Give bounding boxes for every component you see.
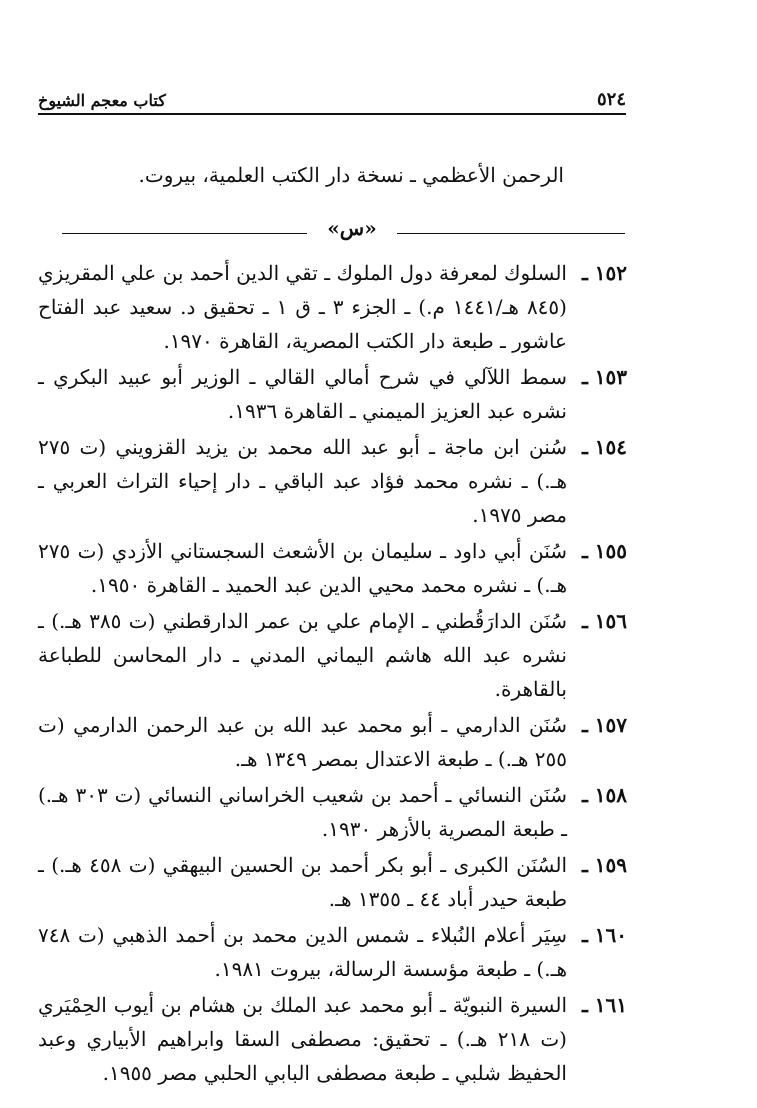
bibliography-entry	[38, 778, 627, 846]
entry-number: ١٦١ ـ	[581, 993, 627, 1017]
bibliography-entry	[38, 918, 627, 986]
entry-number: ١٥٩ ـ	[581, 853, 627, 877]
page-number: ٥٢٤	[596, 89, 626, 110]
section-rule-left	[62, 233, 307, 234]
entry-number: ١٥٧ ـ	[581, 713, 627, 737]
header-rule	[38, 113, 626, 115]
entry-number: ١٥٨ ـ	[581, 783, 627, 807]
entry-text: سمط اللآلي في شرح أمالي القالي ـ الوزير أبو عبيد البكري ـ نشره عبد العزيز الميمني ـ القاهرة ١٩٣٦.	[38, 365, 567, 423]
entry-text: سُنن ابن ماجة ـ أبو عبد الله محمد بن يزيد القزويني (ت ٢٧٥ هـ.) ـ نشره محمد فؤاد عبد الباقي ـ دار إحياء التراث العربي ـ مصر ١٩٧٥.	[38, 435, 567, 527]
continued-text: الرحمن الأعظمي ـ نسخة دار الكتب العلمية، بيروت.	[138, 163, 564, 187]
running-header	[38, 80, 626, 110]
bibliography-entry	[38, 604, 627, 706]
entry-number: ١٥٥ ـ	[581, 539, 627, 563]
bibliography-entry	[38, 988, 627, 1090]
entry-text: سُنَن أبي داود ـ سليمان بن الأشعث السجستاني الأزدي (ت ٢٧٥ هـ.) ـ نشره محمد محيي الدين عبد الحميد ـ القاهرة ١٩٥٠.	[38, 539, 568, 597]
bibliography-entry	[38, 430, 627, 532]
entry-text: السلوك لمعرفة دول الملوك ـ تقي الدين أحمد بن علي المقريزي (٨٤٥ هـ/١٤٤١ م.) ـ الجزء ٣ ـ ق ١ ـ تحقيق د. سعيد عبد الفتاح عاشور ـ طبعة دار الكتب المصرية، القاهرة ١٩٧٠.	[38, 261, 567, 353]
bibliography-entry	[38, 708, 627, 776]
entry-number: ١٥٢ ـ	[581, 261, 627, 285]
entry-number: ١٥٣ ـ	[581, 365, 627, 389]
bibliography-entry	[38, 534, 627, 602]
bibliography-entry	[38, 256, 627, 358]
section-heading: «س»	[327, 216, 377, 240]
entry-text: سُنَن الدارمي ـ أبو محمد عبد الله بن عبد الرحمن الدارمي (ت ٢٥٥ هـ.) ـ طبعة الاعتدال بمصر ١٣٤٩ هـ.	[38, 713, 567, 771]
entry-number: ١٥٦ ـ	[581, 609, 627, 633]
entry-text: سُنَن الدارَقُطني ـ الإمام علي بن عمر الدارقطني (ت ٣٨٥ هـ.) ـ نشره عبد الله هاشم اليماني المدني ـ دار المحاسن للطباعة بالقاهرة.	[38, 609, 568, 701]
entry-text: سُنَن النسائي ـ أحمد بن شعيب الخراساني النسائي (ت ٣٠٣ هـ.) ـ طبعة المصرية بالأزهر ١٩٣٠.	[38, 783, 568, 841]
bibliography-list	[38, 256, 627, 1092]
bibliography-entry	[38, 360, 627, 428]
entry-text: سِيَر أعلام النُبلاء ـ شمس الدين محمد بن أحمد الذهبي (ت ٧٤٨ هـ.) ـ طبعة مؤسسة الرسالة، بيروت ١٩٨١.	[38, 923, 567, 981]
entry-number: ١٦٠ ـ	[581, 923, 627, 947]
entry-number: ١٥٤ ـ	[581, 435, 627, 459]
book-title: كتاب معجم الشيوخ	[38, 91, 166, 110]
entry-text: السيرة النبويّة ـ أبو محمد عبد الملك بن هشام بن أيوب الحِمْيَري (ت ٢١٨ هـ.) ـ تحقيق: مصطفى السقا وابراهيم الأبياري وعبد الحفيظ شلبي ـ طبعة مصطفى البابي الحلبي مصر ١٩٥٥.	[38, 993, 568, 1085]
section-rule-right	[397, 233, 625, 234]
entry-text: السُنَن الكبرى ـ أبو بكر أحمد بن الحسين البيهقي (ت ٤٥٨ هـ.) ـ طبعة حيدر أباد ٤٤ ـ ١٣٥٥ هـ.	[38, 853, 568, 911]
bibliography-entry	[38, 848, 627, 916]
